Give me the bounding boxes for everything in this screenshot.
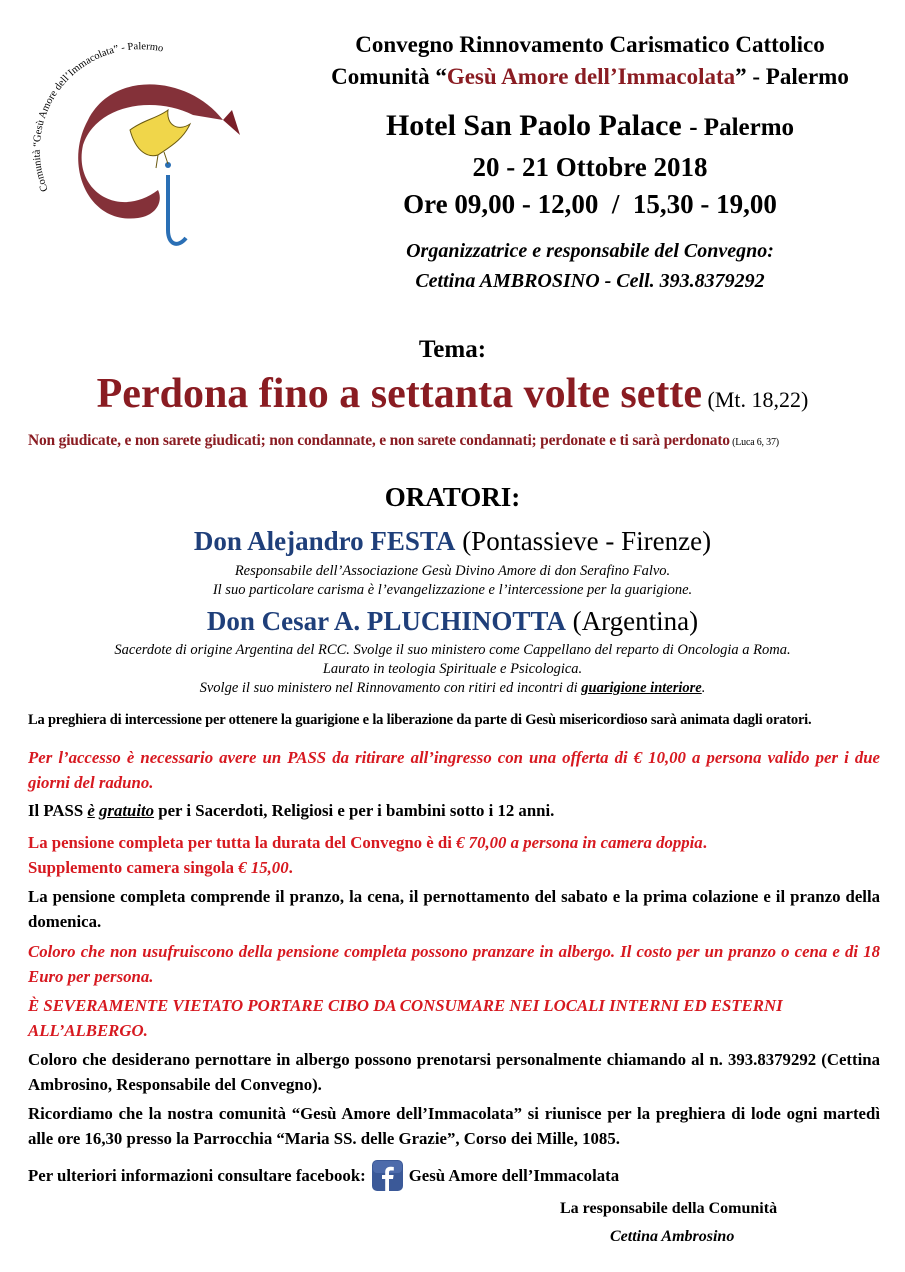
logo-arc-text: Comunità “Gesù Amore dell’Immacolata” - Palermo [31, 41, 165, 194]
meals-info: Coloro che non usufruiscono della pensione completa possono pranzare in albergo. Il costo per un pranzo o cena e di 18 Euro per persona. [28, 942, 880, 986]
speaker-1-desc-2: Il suo particolare carisma è l’evangelizzazione e l’intercessione per la guarigione. [212, 582, 693, 598]
facebook-info: Per ulteriori informazioni consultare facebook: Gesù Amore dell’Immacolata [28, 1160, 880, 1191]
community-logo [18, 40, 258, 262]
theme-quote: Non giudicate, e non sarete giudicati; non condannate, e non sarete condannati; perdonate e ti sarà perdonato (Luca 6, 37) [28, 432, 779, 449]
speaker-2-desc-3: Svolge il suo ministero nel Rinnovamento con ritiri ed incontri di guarigione interiore. [199, 680, 706, 696]
free-pass-info: Il PASS è gratuito per i Sacerdoti, Religiosi e per i bambini sotto i 12 anni. [28, 801, 555, 820]
speaker-1: Don Alejandro FESTA (Pontassieve - Firenze) [193, 526, 712, 556]
speaker-2-desc-2: Laurato in teologia Spirituale e Psicologica. [322, 661, 583, 677]
facebook-page-link[interactable]: Gesù Amore dell’Immacolata [408, 1166, 620, 1185]
booking-info: Coloro che desiderano pernottare in albergo possono prenotarsi personalmente chiamando al n. 393.8379292 (Cettina Ambrosino, Responsabile del Convegno). [28, 1050, 880, 1094]
event-hours: Ore 09,00 - 12,00 / 15,30 - 19,00 [403, 189, 777, 219]
event-title: Convegno Rinnovamento Carismatico Cattolico [355, 32, 825, 57]
speakers-heading: ORATORI: [384, 482, 521, 512]
organizer-label: Organizzatrice e responsabile del Convegno: [406, 240, 774, 262]
venue: Hotel San Paolo Palace - Palermo [385, 109, 795, 142]
theme-title-ref: (Mt. 18,22) [702, 387, 809, 412]
intercession-note: La preghiera di intercessione per ottenere la guarigione e la liberazione da parte di Gesù misericordioso sarà animata dagli oratori. [28, 712, 812, 728]
organizer-contact: Cettina AMBROSINO - Cell. 393.8379292 [415, 270, 765, 292]
speaker-2: Don Cesar A. PLUCHINOTTA (Argentina) [206, 606, 699, 636]
community-name: Comunità “Gesù Amore dell’Immacolata” - Palermo [331, 64, 849, 89]
pension-info: La pensione completa per tutta la durata del Convegno è di € 70,00 a persona in camera doppia. Supplemento camera singola € 15,00. [28, 833, 707, 877]
event-dates: 20 - 21 Ottobre 2018 [472, 152, 708, 182]
facebook-icon[interactable] [372, 1160, 403, 1191]
dove-logo-icon [130, 110, 190, 168]
speaker-1-desc-1: Responsabile dell’Associazione Gesù Divino Amore di don Serafino Falvo. [234, 563, 671, 579]
speaker-1-name: Don Alejandro FESTA [193, 526, 456, 556]
pension-includes: La pensione completa comprende il pranzo, la cena, il pernottamento del sabato e la prima colazione e il pranzo della domenica. [28, 887, 880, 931]
theme-title: Perdona fino a settanta volte sette (Mt. 18,22) [96, 371, 809, 417]
food-forbidden-notice: È SEVERAMENTE VIETATO PORTARE CIBO DA CONSUMARE NEI LOCALI INTERNI ED ESTERNI ALL’ALBERGO. [28, 996, 783, 1040]
speaker-2-name: Don Cesar A. PLUCHINOTTA [206, 606, 566, 636]
signature-role: La responsabile della Comunità [560, 1200, 778, 1217]
theme-label: Tema: [418, 336, 487, 363]
community-name-highlight: Gesù Amore dell’Immacolata [446, 64, 736, 89]
logo-j-stroke [168, 175, 186, 244]
weekly-meeting-info: Ricordiamo che la nostra comunità “Gesù Amore dell’Immacolata” si riunisce per la preghiera di lode ogni martedì alle ore 16,30 presso la Parrocchia “Maria SS. delle Grazie”, Corso dei Mille, 1085. [28, 1104, 880, 1148]
speaker-2-desc-1: Sacerdote di origine Argentina del RCC. Svolge il suo ministero come Cappellano del reparto di Oncologia a Roma. [114, 642, 791, 658]
signature-name: Cettina Ambrosino [610, 1228, 735, 1245]
pass-info: Per l’accesso è necessario avere un PASS da ritirare all’ingresso con una offerta di € 10,00 a persona valido per i due giorni del raduno. [28, 748, 880, 792]
